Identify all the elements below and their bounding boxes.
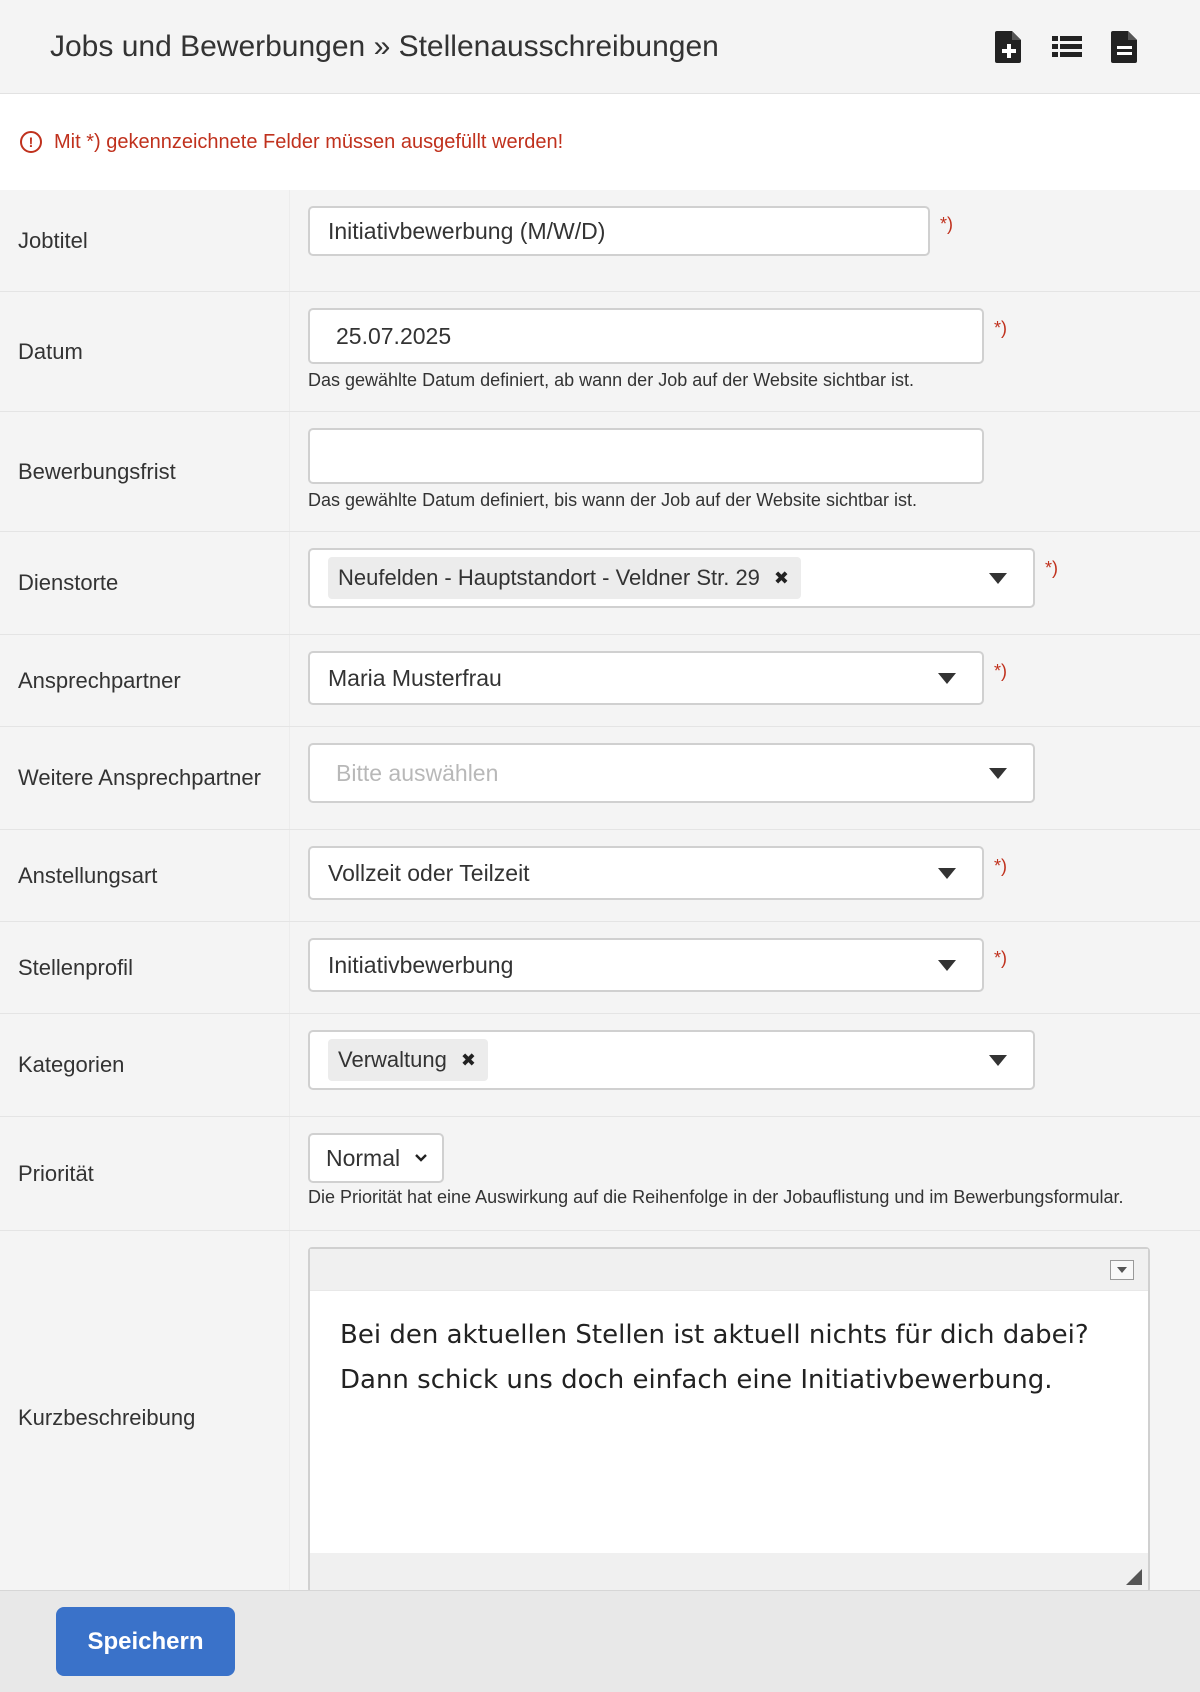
- jobtitel-value: Initiativbewerbung (M/W/D): [328, 217, 606, 244]
- page-header: [0, 0, 1200, 94]
- editor-statusbar: [310, 1553, 1148, 1591]
- label-prioritaet: Priorität: [0, 1117, 290, 1230]
- required-marker: *): [994, 948, 1007, 968]
- chevron-down-icon[interactable]: [989, 768, 1007, 779]
- chevron-down-icon[interactable]: [989, 1055, 1007, 1066]
- label-datum: Datum: [0, 292, 290, 411]
- row-weitere-ansprechpartner: [0, 727, 1200, 830]
- tag-remove-icon[interactable]: ✖: [773, 567, 790, 588]
- row-kurzbeschreibung: [0, 1231, 1200, 1605]
- label-stellenprofil: Stellenprofil: [0, 922, 290, 1013]
- dienstort-tag: [328, 557, 801, 599]
- label-dienstorte: Dienstorte: [0, 532, 290, 634]
- save-button[interactable]: Speichern: [56, 1607, 235, 1676]
- row-stellenprofil: [0, 922, 1200, 1014]
- required-fields-notice: [0, 94, 1200, 190]
- kategorie-tag-label: Verwaltung: [338, 1047, 447, 1072]
- chevron-down-icon[interactable]: [938, 960, 956, 971]
- row-anstellungsart: [0, 830, 1200, 922]
- required-marker: *): [1045, 558, 1058, 578]
- row-kategorien: [0, 1014, 1200, 1117]
- chevron-down-icon[interactable]: [989, 573, 1007, 584]
- required-marker: *): [940, 214, 953, 234]
- page-title: Jobs und Bewerbungen » Stellenausschreibungen: [50, 29, 719, 63]
- bewerbungsfrist-hint: Das gewählte Datum definiert, bis wann der Job auf der Website sichtbar ist.: [308, 490, 917, 510]
- file-plus-icon[interactable]: [994, 30, 1024, 64]
- label-weitere-ansprechpartner: Weitere Ansprechpartner: [0, 727, 290, 829]
- dienstort-tag-label: Neufelden - Hauptstandort - Veldner Str. 29: [338, 565, 760, 590]
- row-prioritaet: [0, 1117, 1200, 1231]
- notice-text: Mit *) gekennzeichnete Felder müssen ausgefüllt werden!: [54, 130, 564, 153]
- toolbar-toggle-icon[interactable]: [1110, 1260, 1134, 1280]
- label-jobtitel: Jobtitel: [0, 190, 290, 291]
- ansprechpartner-select[interactable]: [308, 651, 984, 705]
- weitere-ansprechpartner-select[interactable]: [308, 743, 1035, 803]
- bewerbungsfrist-input[interactable]: [308, 428, 984, 484]
- stellenprofil-value: Initiativbewerbung: [328, 951, 514, 978]
- required-marker: *): [994, 856, 1007, 876]
- row-datum: [0, 292, 1200, 412]
- resize-handle-icon[interactable]: [1126, 1569, 1142, 1585]
- kurzbeschreibung-textarea[interactable]: Bei den aktuellen Stellen ist aktuell nichts für dich dabei? Dann schick uns doch einfach eine Initiativbewerbung.: [340, 1320, 1089, 1395]
- label-anstellungsart: Anstellungsart: [0, 830, 290, 921]
- list-icon[interactable]: [1052, 30, 1082, 64]
- row-jobtitel: [0, 190, 1200, 292]
- ansprechpartner-value: Maria Musterfrau: [328, 664, 502, 691]
- label-bewerbungsfrist: Bewerbungsfrist: [0, 412, 290, 531]
- chevron-down-icon[interactable]: [938, 868, 956, 879]
- tag-remove-icon[interactable]: ✖: [460, 1049, 476, 1070]
- stellenprofil-select[interactable]: [308, 938, 984, 992]
- required-marker: *): [994, 661, 1007, 681]
- weitere-ansprechpartner-placeholder: Bitte auswählen: [336, 759, 499, 786]
- row-dienstorte: [0, 532, 1200, 635]
- datum-value: 25.07.2025: [336, 322, 452, 349]
- row-ansprechpartner: [0, 635, 1200, 727]
- prioritaet-select[interactable]: [308, 1133, 444, 1183]
- datum-hint: Das gewählte Datum definiert, ab wann der Job auf der Website sichtbar ist.: [308, 370, 914, 390]
- anstellungsart-value: Vollzeit oder Teilzeit: [328, 859, 530, 886]
- kategorie-tag: [328, 1039, 488, 1081]
- page-footer: [0, 1590, 1200, 1692]
- file-text-icon[interactable]: [1110, 30, 1140, 64]
- prioritaet-value: Normal: [326, 1144, 401, 1171]
- dienstorte-select[interactable]: [308, 548, 1035, 608]
- chevron-down-icon: [414, 1151, 428, 1165]
- label-kurzbeschreibung: Kurzbeschreibung: [0, 1231, 290, 1605]
- datum-input[interactable]: [308, 308, 984, 364]
- label-ansprechpartner: Ansprechpartner: [0, 635, 290, 726]
- label-kategorien: Kategorien: [0, 1014, 290, 1116]
- prioritaet-hint: Die Priorität hat eine Auswirkung auf die Reihenfolge in der Jobauflistung und im Bewerbungsformular.: [308, 1187, 1124, 1207]
- anstellungsart-select[interactable]: [308, 846, 984, 900]
- kategorien-select[interactable]: [308, 1030, 1035, 1090]
- required-marker: *): [994, 318, 1007, 338]
- jobtitel-input[interactable]: [308, 206, 930, 256]
- editor-toolbar: [310, 1249, 1148, 1291]
- row-bewerbungsfrist: [0, 412, 1200, 532]
- kurzbeschreibung-editor: [308, 1247, 1150, 1593]
- header-actions: [994, 30, 1140, 64]
- chevron-down-icon[interactable]: [938, 673, 956, 684]
- alert-circle-icon: !: [20, 131, 42, 153]
